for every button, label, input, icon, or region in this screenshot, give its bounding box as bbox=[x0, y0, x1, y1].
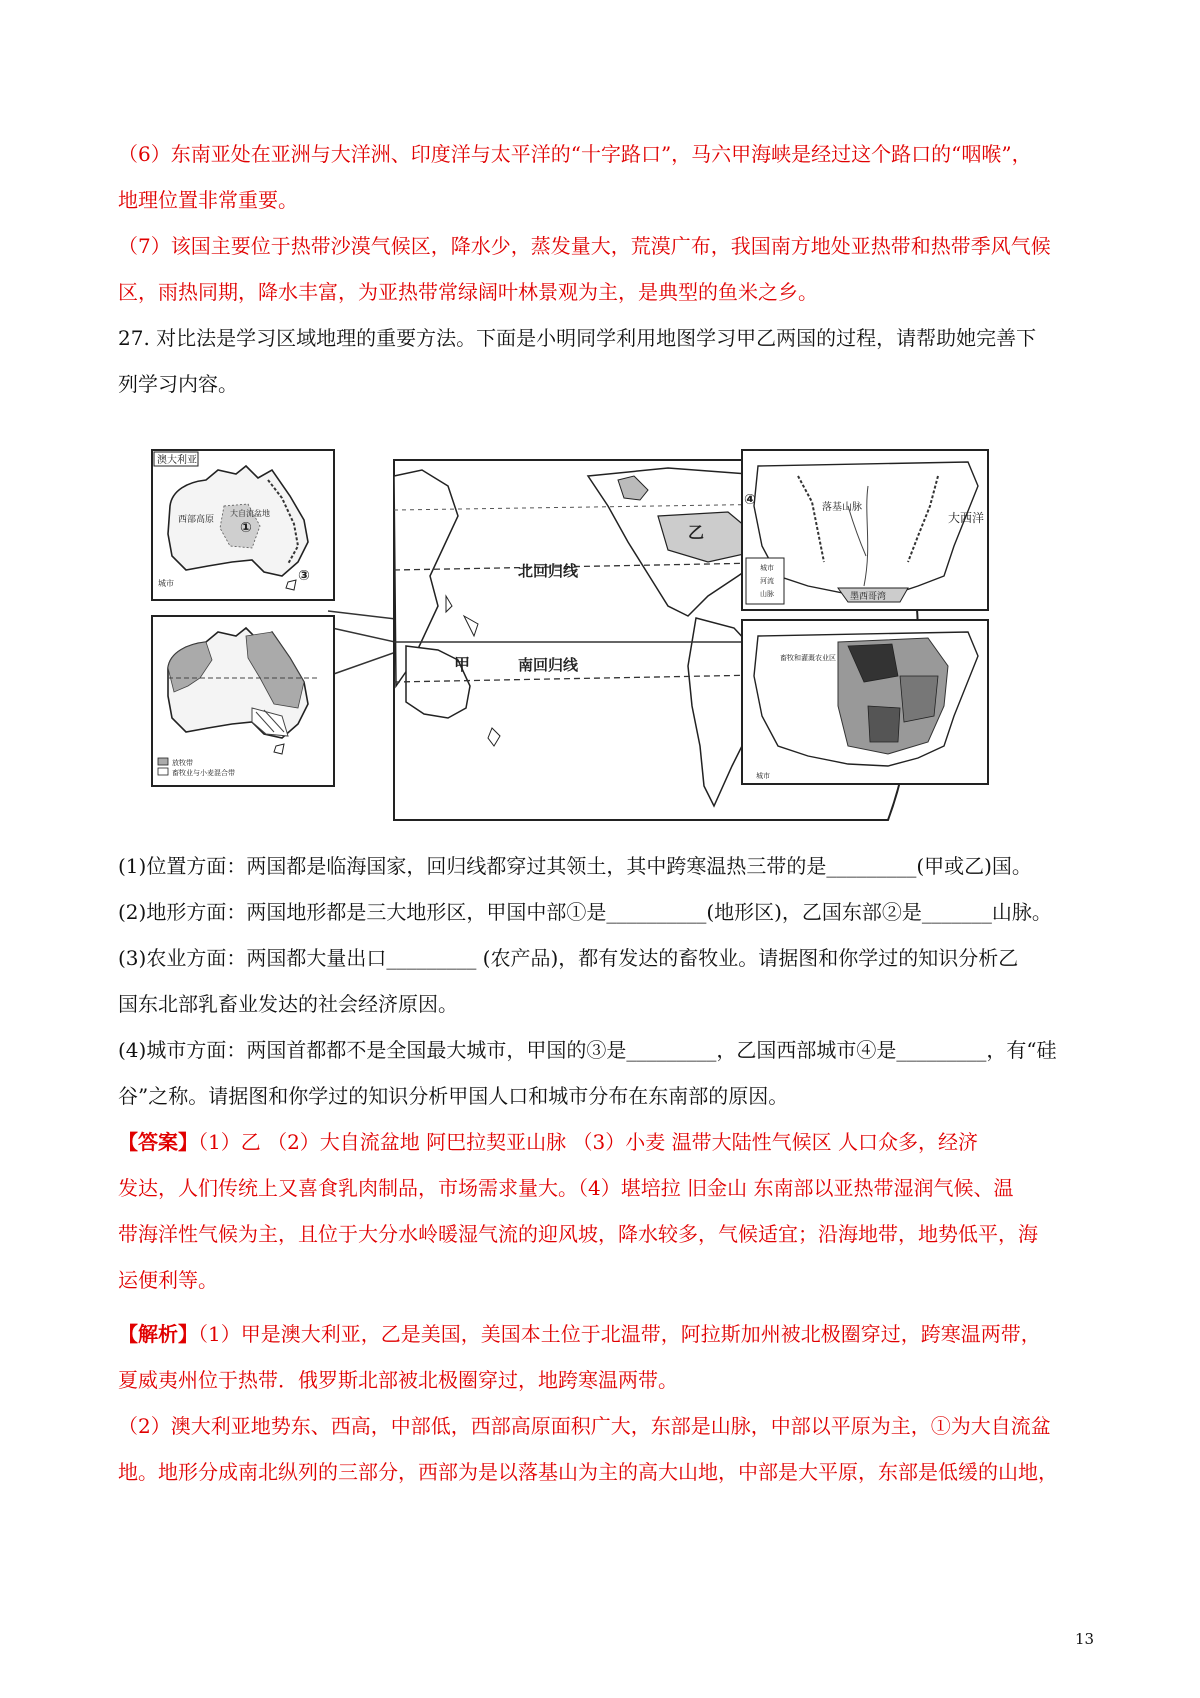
australia-legend-city: 城市 bbox=[158, 579, 174, 588]
question-3-line-2: 国东北部乳畜业发达的社会经济原因。 bbox=[118, 992, 458, 1016]
analysis-line-2: 夏威夷州位于热带．俄罗斯北部被北极圈穿过，地跨寒温两带。 bbox=[118, 1368, 678, 1392]
usa-ag-label: 畜牧和灌溉农业区 bbox=[780, 654, 836, 662]
usa-legend-river: 河流 bbox=[760, 577, 774, 585]
usa-atlantic-label: 大西洋 bbox=[948, 511, 985, 525]
answer-tag: 【答案】 bbox=[118, 1130, 198, 1154]
paragraph-7-line-1: （7）该国主要位于热带沙漠气候区，降水少，蒸发量大，荒漠广布，我国南方地处亚热带和热带季风气候 bbox=[118, 234, 1051, 258]
usa-relief-map bbox=[742, 450, 988, 610]
question-4-line-1: (4)城市方面：两国首都都不是全国最大城市，甲国的③是_________，乙国西部城市④是_________，有“硅 bbox=[118, 1038, 1057, 1062]
usa-legend-city: 城市 bbox=[760, 564, 774, 572]
paragraph-7-line-2: 区，雨热同期，降水丰富，为亚热带常绿阔叶林景观为主，是典型的鱼米之乡。 bbox=[118, 280, 818, 304]
analysis-line-1-text: （1）甲是澳大利亚，乙是美国，美国本土位于北温带，阿拉斯加州被北极圈穿过，跨寒温两带， bbox=[198, 1322, 1041, 1346]
usa-legend-mountain: 山脉 bbox=[760, 590, 774, 598]
australia-basin-label: 大自流盆地 bbox=[230, 509, 270, 518]
question-1: (1)位置方面：两国都是临海国家，回归线都穿过其领土，其中跨寒温热三带的是_________(甲或乙)国。 bbox=[118, 854, 1032, 878]
usa-gulf-label: 墨西哥湾 bbox=[850, 592, 887, 602]
australia-agriculture-map bbox=[152, 616, 334, 786]
answer-line-2: 发达，人们传统上又喜食乳肉制品，市场需求量大。（4）堪培拉 旧金山 东南部以亚热带湿润气候、温 bbox=[118, 1176, 1014, 1200]
map-figure bbox=[148, 446, 1092, 832]
analysis-line-1 bbox=[118, 1320, 1098, 1348]
question-4-line-2: 谷”之称。请据图和你学过的知识分析甲国人口和城市分布在东南部的原因。 bbox=[118, 1084, 789, 1108]
question-2: (2)地形方面：两国地形都是三大地形区，甲国中部①是__________(地形区)，乙国东部②是_______山脉。 bbox=[118, 900, 1052, 924]
paragraph-6-line-1: （6）东南亚处在亚洲与大洋洲、印度洋与太平洋的“十字路口”，马六甲海峡是经过这个路口的“咽喉”， bbox=[118, 142, 1032, 166]
australia-marker-1: ① bbox=[240, 520, 252, 536]
answer-line-1 bbox=[118, 1128, 1098, 1156]
usa-marker-4: ④ bbox=[744, 492, 756, 508]
australia-legend-pasture: 放牧带 bbox=[172, 759, 193, 767]
analysis-line-3: （2）澳大利亚地势东、西高，中部低，西部高原面积广大，东部是山脉，中部以平原为主，①为大自流盆 bbox=[118, 1414, 1051, 1438]
usa-legend-city-2: 城市 bbox=[756, 772, 770, 780]
paragraph-6-line-2: 地理位置非常重要。 bbox=[118, 188, 298, 212]
usa-rockies-label: 落基山脉 bbox=[822, 502, 862, 513]
tropic-of-capricorn-label: 南回归线 bbox=[518, 656, 579, 674]
australia-west-label: 西部高原 bbox=[178, 515, 215, 525]
australia-marker-3: ③ bbox=[298, 568, 310, 584]
world-label-jia: 甲 bbox=[454, 655, 471, 674]
answer-line-1-text: （1）乙 （2）大自流盆地 阿巴拉契亚山脉 （3）小麦 温带大陆性气候区 人口众多，经济 bbox=[198, 1130, 978, 1154]
answer-line-3: 带海洋性气候为主，且位于大分水岭暖湿气流的迎风坡，降水较多，气候适宜；沿海地带，地势低平，海 bbox=[118, 1222, 1038, 1246]
tropic-of-cancer-label: 北回归线 bbox=[518, 562, 579, 580]
question-stem-line-2: 列学习内容。 bbox=[118, 372, 238, 396]
question-stem-line-1: 27. 对比法是学习区域地理的重要方法。下面是小明同学利用地图学习甲乙两国的过程，请帮助她完善下 bbox=[118, 326, 1037, 350]
usa-agriculture-map bbox=[742, 620, 988, 784]
analysis-tag: 【解析】 bbox=[118, 1322, 198, 1346]
analysis-line-4: 地。地形分成南北纵列的三部分，西部为是以落基山为主的高大山地，中部是大平原，东部是低缓的山地， bbox=[118, 1460, 1058, 1484]
australia-legend-mix: 畜牧业与小麦混合带 bbox=[172, 769, 235, 777]
australia-relief-map bbox=[152, 450, 334, 600]
answer-line-4: 运便利等。 bbox=[118, 1268, 218, 1292]
australia-map-title: 澳大利亚 bbox=[157, 455, 197, 466]
question-3-line-1: (3)农业方面：两国都大量出口_________ (农产品)，都有发达的畜牧业。请据图和你学过的知识分析乙 bbox=[118, 946, 1019, 970]
world-label-yi: 乙 bbox=[688, 523, 705, 542]
page-number: 13 bbox=[1075, 1630, 1095, 1648]
